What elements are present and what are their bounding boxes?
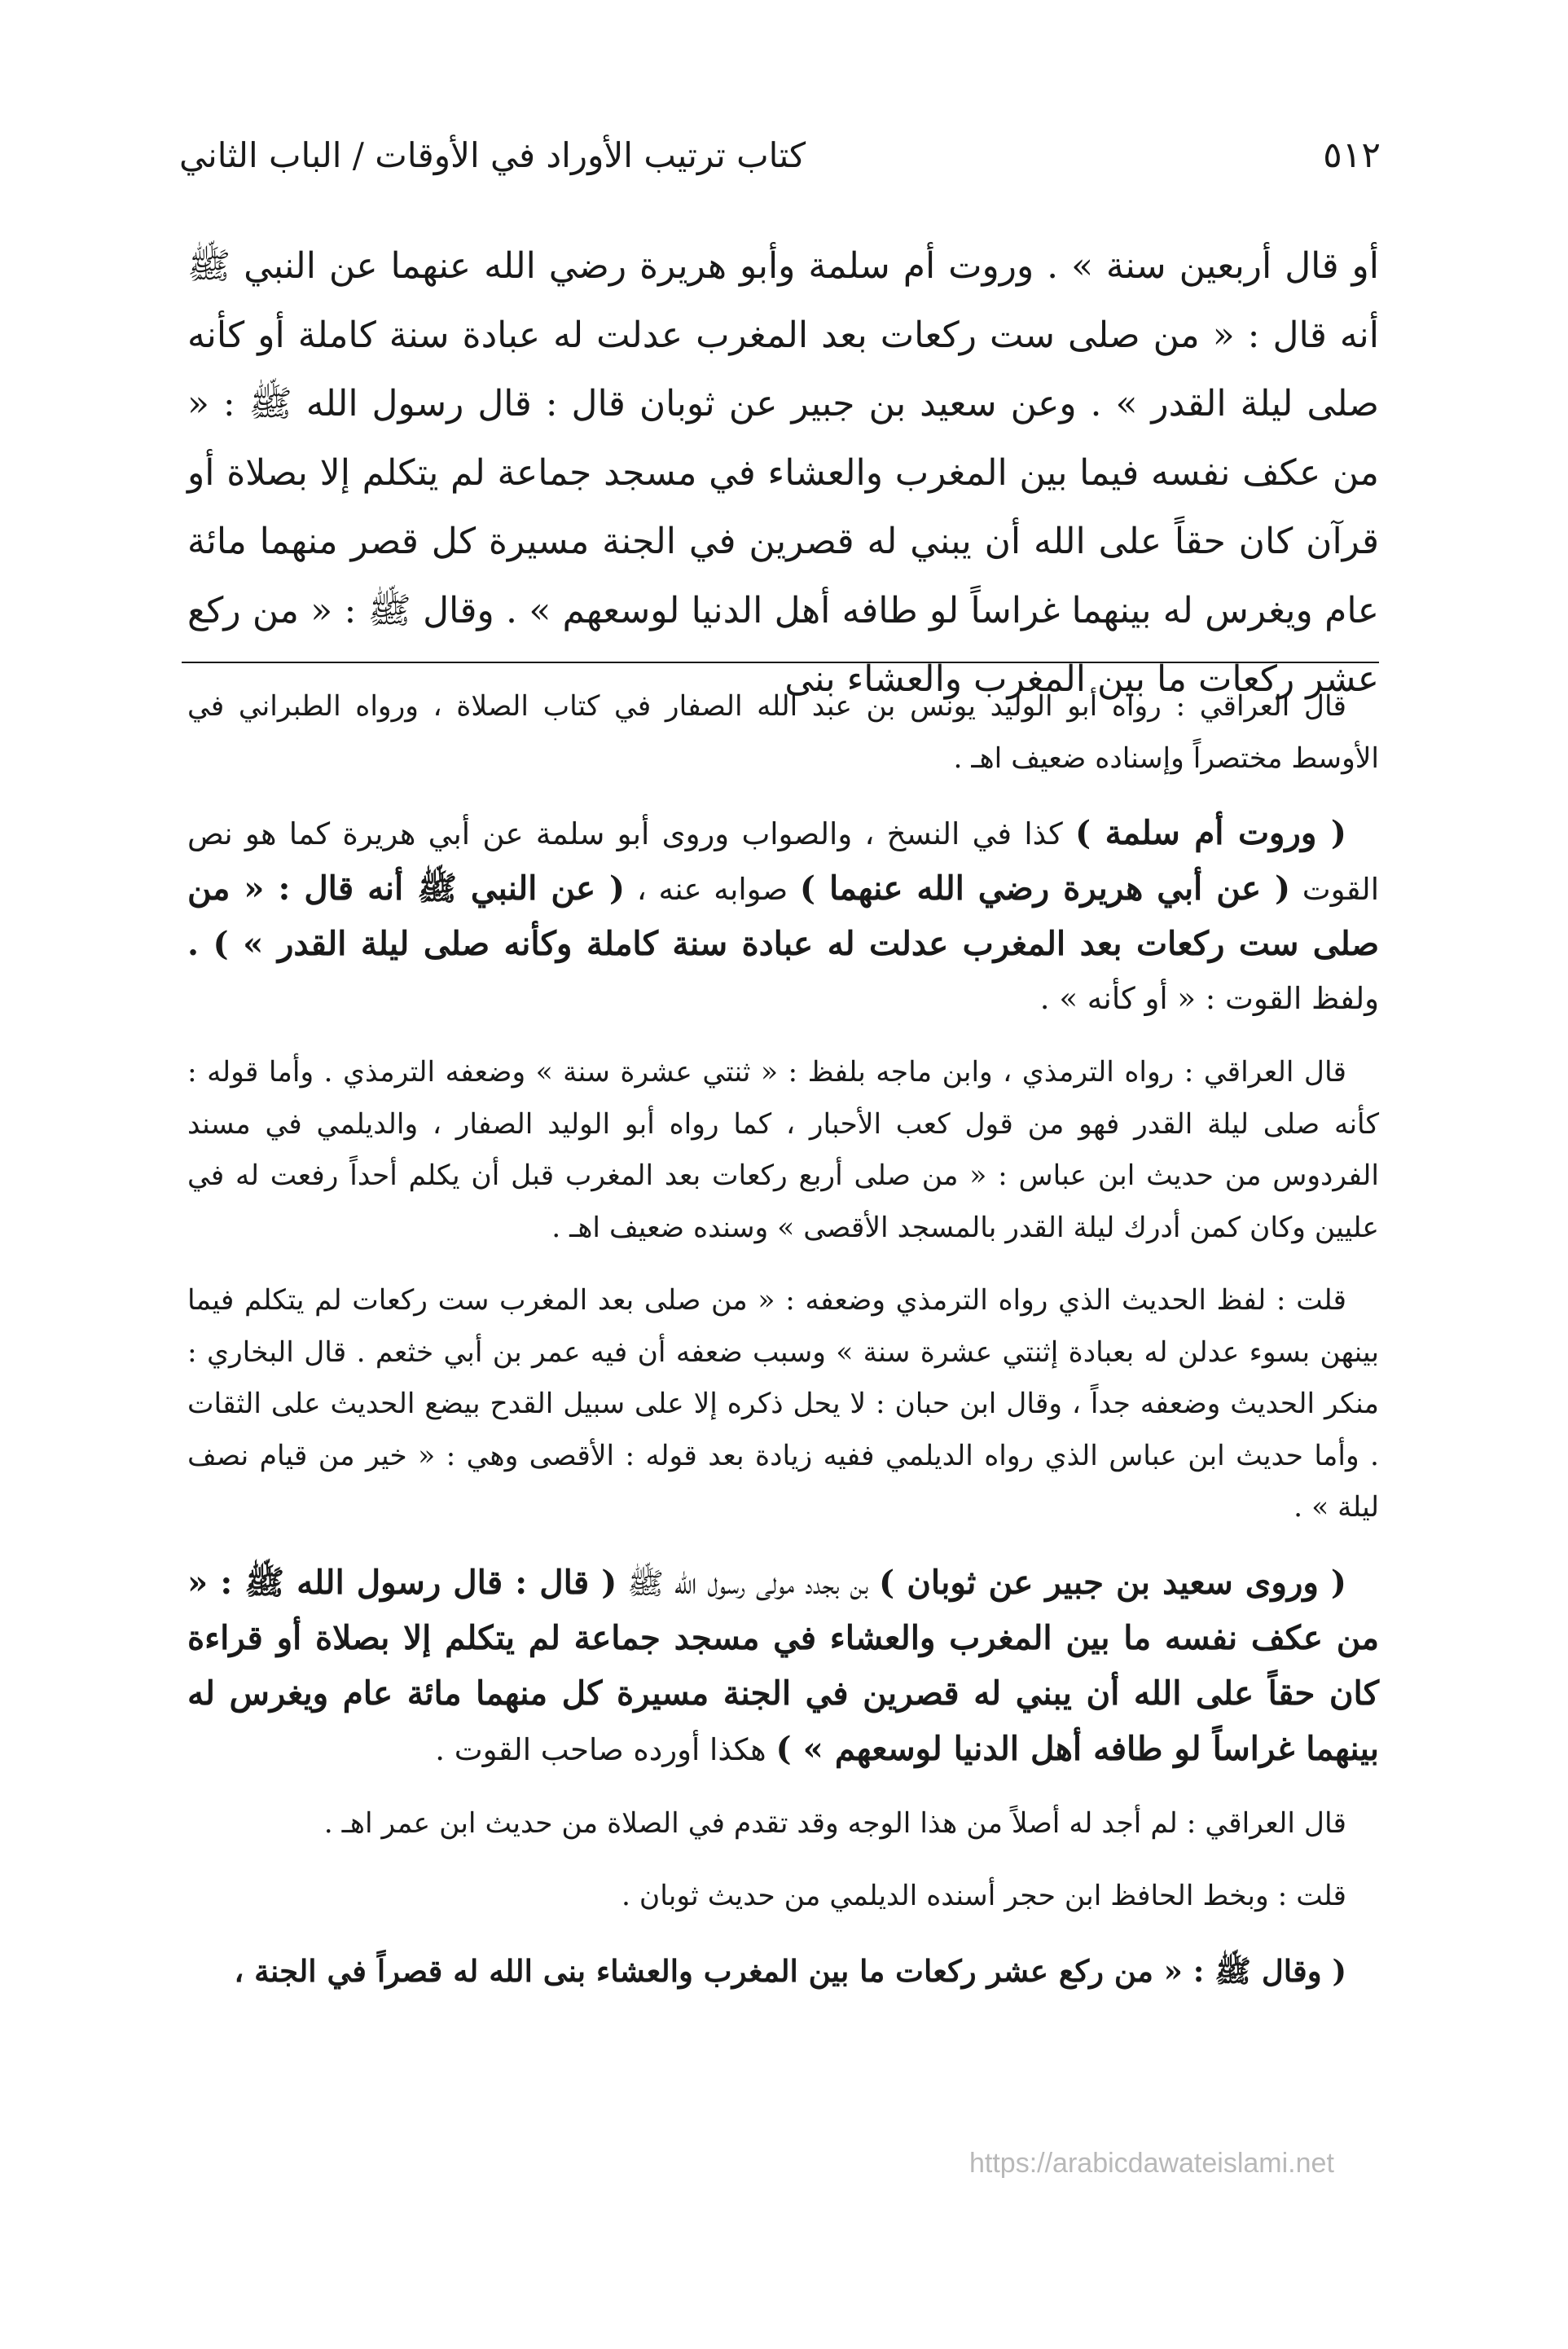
commentary bbox=[187, 681, 1379, 1998]
commentary-text: بن بجدد مولى رسول الله ﷺ bbox=[617, 1565, 879, 1601]
page-header bbox=[179, 122, 1381, 187]
note-commentary-1 bbox=[187, 806, 1379, 1026]
commentary-text: ولفظ القوت : « أو كأنه » . bbox=[1039, 981, 1379, 1016]
quoted-text: ( وروى سعيد بن جبير عن ثوبان ) bbox=[879, 1562, 1346, 1602]
footnote-divider bbox=[182, 662, 1379, 663]
note-qultu-2: قلت : وبخط الحافظ ابن حجر أسنده الديلمي من حديث ثوبان . bbox=[621, 1880, 1346, 1912]
commentary-text: صوابه عنه ، bbox=[625, 872, 800, 907]
page-number: ٥١٢ bbox=[1323, 134, 1381, 176]
quoted-text: ( عن أبي هريرة رضي الله عنهما ) bbox=[799, 869, 1291, 908]
quoted-text: ( قال : قال رسول الله ﷺ : « من عكف نفسه ما بين المغرب والعشاء في مسجد جماعة لم يتكلم إلا بصلاة أو قراءة كان حقاً على الله أن يبني له قصرين في الجنة مسيرة كل منهما مائة عام ويغرس له بينهما غراساً لو طافه أهل الدنيا لوسعهم » ) bbox=[187, 1562, 1379, 1768]
quoted-text: ( عن النبي ﷺ أنه قال : « من صلى ست ركعات بعد المغرب عدلت له عبادة سنة كاملة وكأنه صلى ليلة القدر » ) . bbox=[187, 869, 1379, 963]
commentary-text: هكذا أورده صاحب القوت . bbox=[435, 1731, 776, 1767]
note-qultu-1: قلت : لفظ الحديث الذي رواه الترمذي وضعفه : « من صلى بعد المغرب ست ركعات لم يتكلم فيما بينهن بسوء عدلن له بعبادة إثنتي عشرة سنة » وسبب ضعفه أن فيه عمر بن أبي خثعم . قال البخاري : منكر الحديث وضعفه جداً ، وقال ابن حبان : لا يحل ذكره إلا على سبيل القدح بيضع الحديث على الثقات . وأما حديث ابن عباس الذي رواه الديلمي ففيه زيادة بعد قوله : الأقصى وهي : « خير من قيام نصف ليلة » . bbox=[187, 1284, 1379, 1524]
commentary-text: كذا في النسخ ، والصواب وروى أبو سلمة عن أبي هريرة كما هو نص القوت bbox=[187, 816, 1379, 907]
watermark: https://arabicdawateislami.net bbox=[969, 2148, 1334, 2179]
note-iraqi-1: قال العراقي : رواه أبو الوليد يونس بن عبد الله الصفار في كتاب الصلاة ، ورواه الطبراني في الأوسط مختصراً وإسناده ضعيف اهـ . bbox=[187, 690, 1379, 775]
quoted-text: ( وروت أم سلمة ) bbox=[1074, 813, 1346, 852]
note-iraqi-2: قال العراقي : رواه الترمذي ، وابن ماجه بلفظ : « ثنتي عشرة سنة » وضعفه الترمذي . وأما قوله : كأنه صلى ليلة القدر فهو من قول كعب الأحبار ، كما رواه أبو الوليد الصفار ، والديلمي في مسند الفردوس من حديث ابن عباس : « من صلى أربع ركعات بعد المغرب قبل أن يكلم أحداً رفعت له في عليين وكان كمن أدرك ليلة القدر بالمسجد الأقصى » وسنده ضعيف اهـ . bbox=[187, 1056, 1379, 1244]
running-title: كتاب ترتيب الأوراد في الأوقات / الباب الثاني bbox=[179, 134, 806, 175]
note-commentary-3: ( وقال ﷺ : « من ركع عشر ركعات ما بين المغرب والعشاء بنى الله له قصراً في الجنة ، bbox=[234, 1952, 1346, 1989]
main-paragraph: أو قال أربعين سنة » . وروت أم سلمة وأبو هريرة رضي الله عنهما عن النبي ﷺ أنه قال : « من صلى ست ركعات بعد المغرب عدلت له عبادة سنة كاملة أو كأنه صلى ليلة القدر » . وعن سعيد بن جبير عن ثوبان قال : قال رسول الله ﷺ : « من عكف نفسه فيما بين المغرب والعشاء في مسجد جماعة لم يتكلم إلا بصلاة أو قرآن كان حقاً على الله أن يبني له قصرين في الجنة مسيرة كل قصر منهما مائة عام ويغرس له بينهما غراساً لو طافه أهل الدنيا لوسعهم » . وقال ﷺ : « من ركع عشر ركعات ما بين المغرب والعشاء بنى bbox=[187, 245, 1379, 700]
note-commentary-2 bbox=[187, 1555, 1379, 1777]
note-iraqi-3: قال العراقي : لم أجد له أصلاً من هذا الوجه وقد تقدم في الصلاة من حديث ابن عمر اهـ . bbox=[323, 1806, 1346, 1840]
main-text bbox=[187, 232, 1379, 715]
